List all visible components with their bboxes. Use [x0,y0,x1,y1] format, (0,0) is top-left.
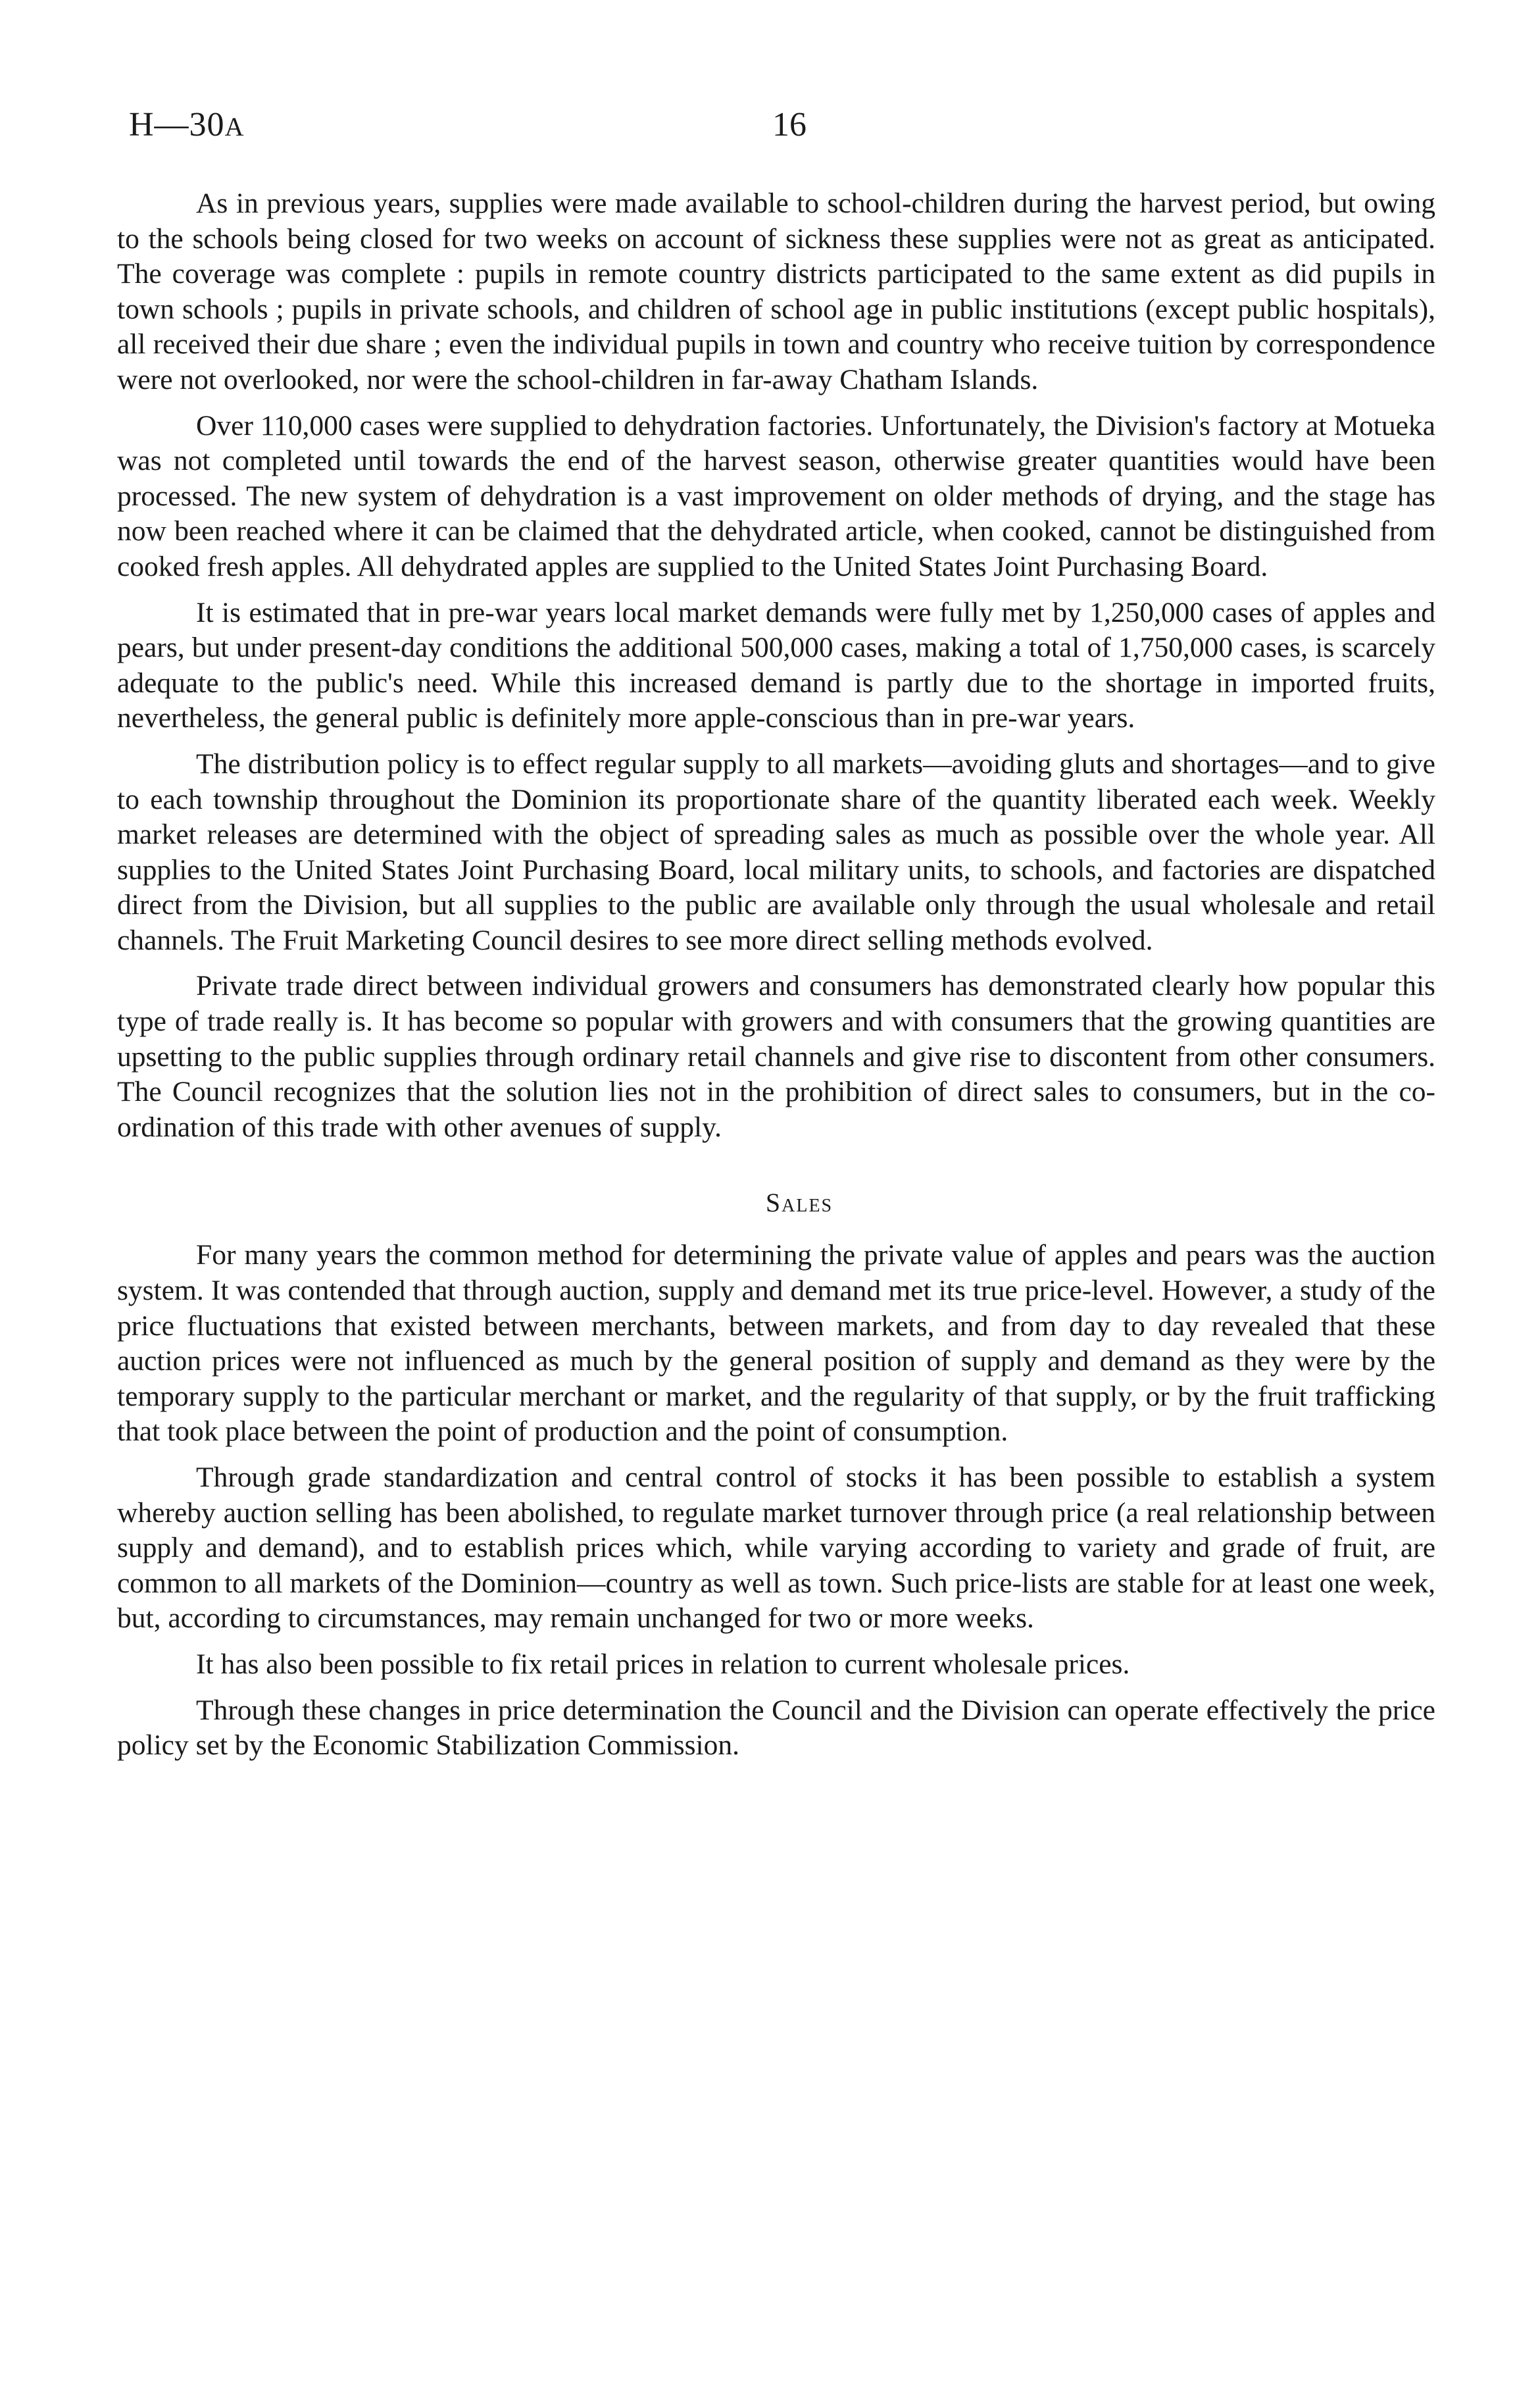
document-reference [129,105,244,144]
document-body [117,186,1435,1774]
section-heading-sales: Sales [765,1188,833,1218]
page-number: 16 [772,106,807,143]
paragraph-auction-system: For many years the common method for determining the private value of apples and pears was the auction system. It was contended that through auction, supply and demand met its true price-level. However, a study of the price fluctuations that existed between merchants, between markets, and from day to day revealed that these auction prices were not influenced as much by the general position of supply and demand as they were by the temporary supply to the particular merchant or market, and the regularity of that supply, or by the fruit trafficking that took place between the point of production and the point of consumption. [117,1239,1435,1448]
paragraph-dehydration: Over 110,000 cases were supplied to dehydration factories. Unfortunately, the Division's factory at Motueka was not completed until towards the end of the harvest season, otherwise greater quantities would have been processed. The new system of dehydration is a vast improvement on older methods of drying, and the stage has now been reached where it can be claimed that the dehydrated article, when cooked, cannot be distinguished from cooked fresh apples. All dehydrated apples are supplied to the United States Joint Purchasing Board. [117,409,1435,582]
paragraph-market-demand: It is estimated that in pre-war years local market demands were fully met by 1,250,000 cases of apples and pears, but under present-day conditions the additional 500,000 cases, making a total of 1,750,000 cases, is scarcely adequate to the public's need. While this increased demand is partly due to the shortage in imported fruits, nevertheless, the general public is definitely more apple-conscious than in pre-war years. [117,596,1435,734]
paragraph-distribution-policy: The distribution policy is to effect regular supply to all markets—avoiding gluts and shortages—and to give to each township throughout the Dominion its proportionate share of the quantity liberated each week. Weekly market releases are determined with the object of spreading sales as much as possible over the whole year. All supplies to the United States Joint Purchasing Board, local military units, to schools, and factories are dispatched direct from the Division, but all supplies to the public are available only through the usual wholesale and retail channels. The Fruit Marketing Council desires to see more direct selling methods evolved. [117,748,1435,956]
document-reference-suffix: A [224,112,245,141]
paragraph-school-supplies: As in previous years, supplies were made available to school-children during the harvest period, but owing to the schools being closed for two weeks on account of sickness these supplies were not as great as anticipated. The coverage was complete : pupils in remote country districts participated to the same extent as did pupils in town schools ; pupils in private schools, and children of school age in public institutions (except public hospitals), all received their due share ; even the individual pupils in town and country who receive tuition by correspondence were not overlooked, nor were the school-children in far-away Chatham Islands. [117,188,1435,395]
paragraph-private-trade: Private trade direct between individual growers and consumers has demonstrated clearly how popular this type of trade really is. It has become so popular with growers and with consumers that the growing quantities are upsetting to the public supplies through ordinary retail channels and give rise to discontent from other consumers. The Council recognizes that the solution lies not in the prohibition of direct sales to consumers, but in the co-ordination of this trade with other avenues of supply. [117,970,1435,1143]
paragraph-retail-prices: It has also been possible to fix retail prices in relation to current wholesale prices. [196,1648,1130,1680]
paragraph-grade-standardization: Through grade standardization and central control of stocks it has been possible to establish a system whereby auction selling has been abolished, to regulate market turnover through price (a real relationship between supply and demand), and to establish prices which, while varying according to variety and grade of fruit, are common to all markets of the Dominion—country as well as town. Such price-lists are stable for at least one week, but, according to circumstances, may remain unchanged for two or more weeks. [117,1462,1435,1635]
document-reference-main: H—30 [129,106,225,143]
paragraph-price-policy: Through these changes in price determination the Council and the Division can operate effectively the price policy set by the Economic Stabilization Commission. [117,1694,1435,1762]
page-header [129,105,1438,151]
